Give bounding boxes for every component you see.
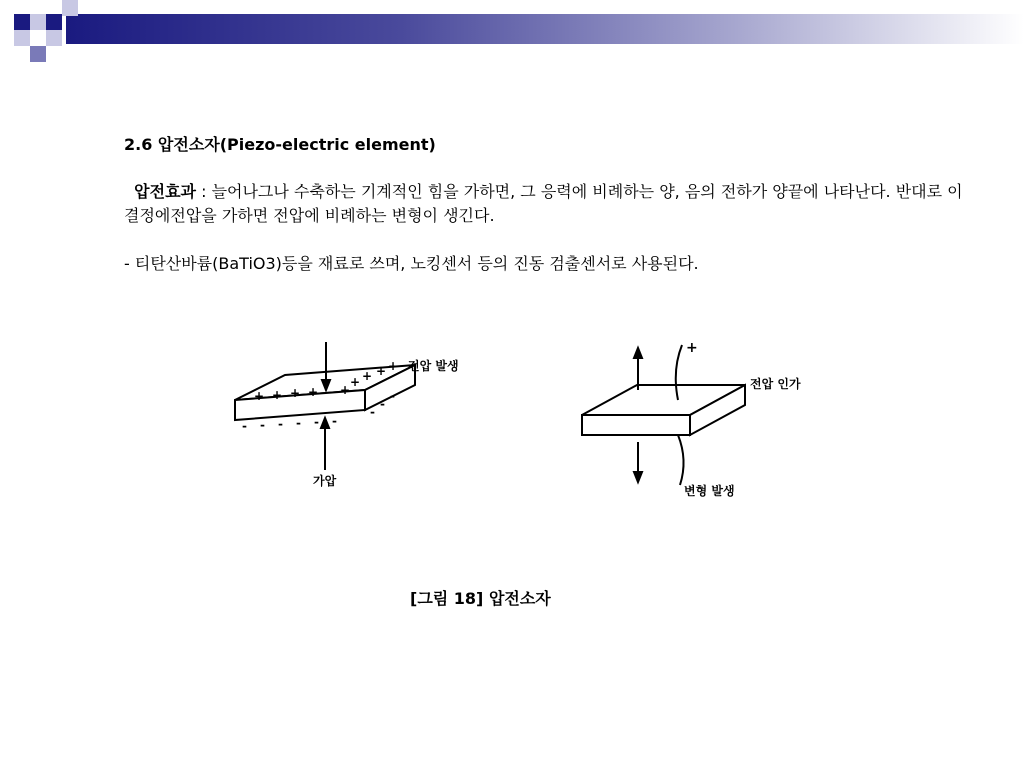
- deco-square: [14, 30, 30, 46]
- svg-text:+: +: [308, 385, 319, 399]
- svg-text:+: +: [362, 369, 373, 383]
- svg-text:+: +: [340, 383, 351, 397]
- svg-text:+: +: [290, 386, 301, 400]
- paragraph-piezo-effect: [124, 180, 974, 228]
- label-voltage-applied: 전압 인가: [750, 377, 801, 391]
- svg-text:-: -: [260, 418, 265, 432]
- piezo-effect-description: : 늘어나그나 수축하는 기계적인 힘을 가하면, 그 응력에 비례하는 양, 음의 전하가 양끝에 나타난다. 반대로 이 결정에전압을 가하면 전압에 비례하는 변형이 생긴다.: [124, 182, 963, 225]
- svg-text:-: -: [242, 419, 247, 433]
- deco-square: [30, 14, 46, 30]
- slide-title: 2.6 압전소자(Piezo-electric element): [124, 135, 436, 154]
- svg-text:+: +: [388, 359, 399, 373]
- header-gradient-band: [66, 14, 1024, 44]
- right-plate: [582, 385, 745, 435]
- svg-text:+: +: [254, 389, 265, 403]
- label-deformation: 변형 발생: [684, 484, 735, 498]
- svg-text:-: -: [332, 414, 337, 428]
- svg-text:+: +: [272, 388, 283, 402]
- svg-text:-: -: [380, 397, 385, 411]
- svg-text:-: -: [314, 415, 319, 429]
- label-voltage-generated: 전압 발생: [408, 359, 459, 373]
- paragraph-material-use: - 티탄산바륨(BaTiO3)등을 재료로 쓰며, 노킹센서 등의 진동 검출센서로 사용된다.: [124, 254, 699, 273]
- svg-text:+: +: [350, 375, 361, 389]
- piezo-element-figure: [220, 330, 860, 520]
- deco-square: [46, 14, 62, 30]
- figure-caption: [그림 18] 압전소자: [410, 589, 551, 608]
- svg-text:-: -: [296, 416, 301, 430]
- svg-text:+: +: [376, 364, 387, 378]
- plus-terminal: +: [686, 340, 698, 356]
- svg-text:-: -: [370, 405, 375, 419]
- term-piezo-effect: 압전효과: [134, 182, 196, 201]
- svg-text:-: -: [278, 417, 283, 431]
- deco-square: [30, 46, 46, 62]
- deco-square: [62, 0, 78, 16]
- deco-square: [14, 14, 30, 30]
- deco-square: [46, 30, 62, 46]
- header-decoration: [0, 0, 1024, 64]
- svg-text:-: -: [390, 389, 395, 403]
- label-pressure: 가압: [313, 474, 337, 488]
